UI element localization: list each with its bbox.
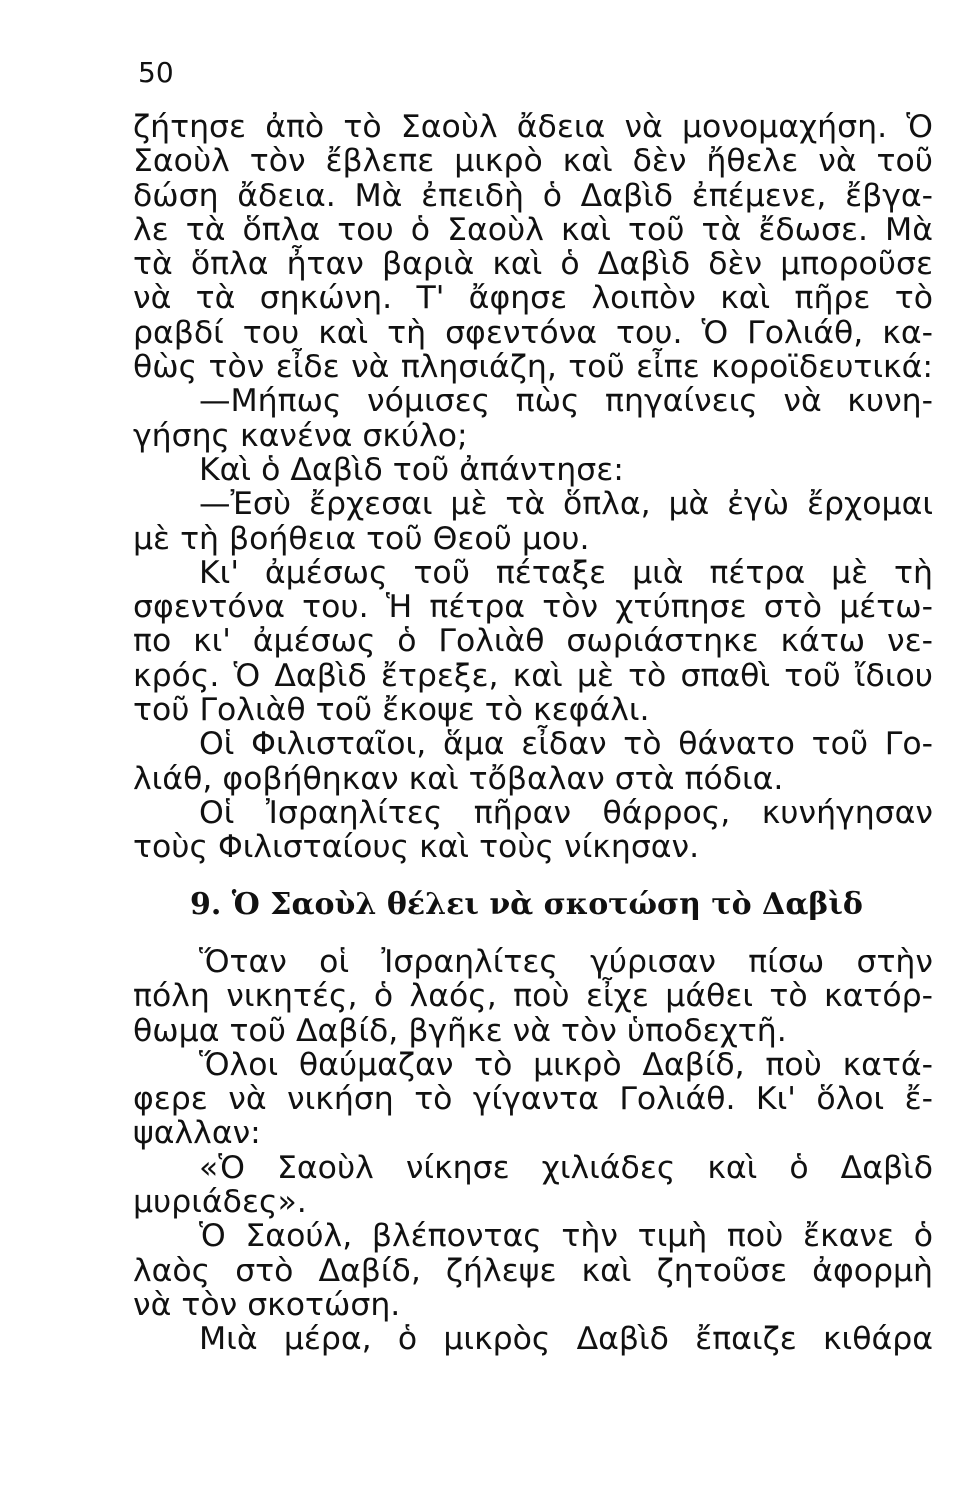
text-line: δώση ἄδεια. Μὰ ἐπειδὴ ὁ Δαβὶδ ἐπέμενε, ἔβγα- <box>133 177 933 214</box>
text-line: τοῦ Γολιὰθ τοῦ ἔκοψε τὸ κεφάλι. <box>133 692 650 729</box>
text-line: Οἱ Φιλισταῖοι, ἅμα εἶδαν τὸ θάνατο τοῦ Γο- <box>199 726 933 763</box>
text-line: Καὶ ὁ Δαβὶδ τοῦ ἀπάντησε: <box>199 451 624 488</box>
text-line: ραβδί του καὶ τὴ σφεντόνα του. Ὁ Γολιάθ, κα- <box>133 314 933 351</box>
text-line: μὲ τὴ βοήθεια τοῦ Θεοῦ μου. <box>133 520 590 557</box>
page-number: 50 <box>138 56 174 89</box>
text-line: ψαλλαν: <box>133 1115 261 1152</box>
text-line: θωμα τοῦ Δαβίδ, βγῆκε νὰ τὸν ὑποδεχτῆ. <box>133 1012 787 1049</box>
text-line: τὰ ὅπλα ἦταν βαριὰ καὶ ὁ Δαβὶδ δὲν μποροῦσε <box>133 246 933 283</box>
text-line: νὰ τὰ σηκώνη. Τ' ἄφησε λοιπὸν καὶ πῆρε τὸ <box>133 280 933 317</box>
text-line: Σαοὺλ τὸν ἔβλεπε μικρὸ καὶ δὲν ἤθελε νὰ τοῦ <box>133 143 933 180</box>
text-line: μυριάδες». <box>133 1184 307 1221</box>
body-text-bottom <box>133 945 933 1357</box>
text-line: Ὅταν οἱ Ἰσραηλίτες γύρισαν πίσω στὴν <box>199 944 933 980</box>
text-line: «Ὁ Σαοὺλ νίκησε χιλιάδες καὶ ὁ Δαβὶδ <box>199 1149 933 1186</box>
text-line: λε τὰ ὅπλα του ὁ Σαοὺλ καὶ τοῦ τὰ ἔδωσε. Μὰ <box>133 211 933 248</box>
text-line: ζήτησε ἀπὸ τὸ Σαοὺλ ἄδεια νὰ μονομαχήση. Ὁ <box>133 109 933 145</box>
text-line: λαὸς στὸ Δαβίδ, ζήλεψε καὶ ζητοῦσε ἀφορμὴ <box>133 1252 933 1289</box>
text-line: γήσης κανένα σκύλο; <box>133 417 468 454</box>
text-line: θὼς τὸν εἶδε νὰ πλησιάζη, τοῦ εἶπε κοροϊδευτικά: <box>133 349 933 386</box>
text-line: Κι' ἀμέσως τοῦ πέταξε μιὰ πέτρα μὲ τὴ <box>199 554 933 591</box>
text-line: φερε νὰ νικήση τὸ γίγαντα Γολιάθ. Κι' ὅλοι ἔ- <box>133 1081 933 1118</box>
text-line: —Ἐσὺ ἔρχεσαι μὲ τὰ ὅπλα, μὰ ἐγὼ ἔρχομαι <box>199 486 933 523</box>
body-text-top <box>133 110 933 865</box>
text-line: Οἱ Ἰσραηλίτες πῆραν θάρρος, κυνήγησαν <box>199 794 933 831</box>
text-line: κρός. Ὁ Δαβὶδ ἔτρεξε, καὶ μὲ τὸ σπαθὶ τοῦ ἴδιου <box>133 657 933 694</box>
text-line: Μιὰ μέρα, ὁ μικρὸς Δαβὶδ ἔπαιζε κιθάρα <box>199 1321 933 1358</box>
text-line: τοὺς Φιλισταίους καὶ τοὺς νίκησαν. <box>133 829 700 866</box>
text-line: Ὁ Σαούλ, βλέποντας τὴν τιμὴ ποὺ ἔκανε ὁ <box>199 1218 933 1255</box>
text-line: πόλη νικητές, ὁ λαός, ποὺ εἶχε μάθει τὸ κατόρ- <box>133 978 933 1015</box>
text-line: σφεντόνα του. Ἡ πέτρα τὸν χτύπησε στὸ μέτω- <box>133 589 933 626</box>
text-line: λιάθ, φοβήθηκαν καὶ τὄβαλαν στὰ πόδια. <box>133 760 784 797</box>
text-line: —Μήπως νόμισες πὼς πηγαίνεις νὰ κυνη- <box>199 383 933 420</box>
chapter-heading: 9. Ὁ Σαοὺλ θέλει νὰ σκοτώση τὸ Δαβὶδ <box>190 887 863 922</box>
text-line: πο κι' ἀμέσως ὁ Γολιὰθ σωριάστηκε κάτω νε- <box>133 623 933 660</box>
text-line: Ὅλοι θαύμαζαν τὸ μικρὸ Δαβίδ, ποὺ κατά- <box>199 1046 933 1083</box>
text-line: νὰ τὸν σκοτώση. <box>133 1286 401 1323</box>
